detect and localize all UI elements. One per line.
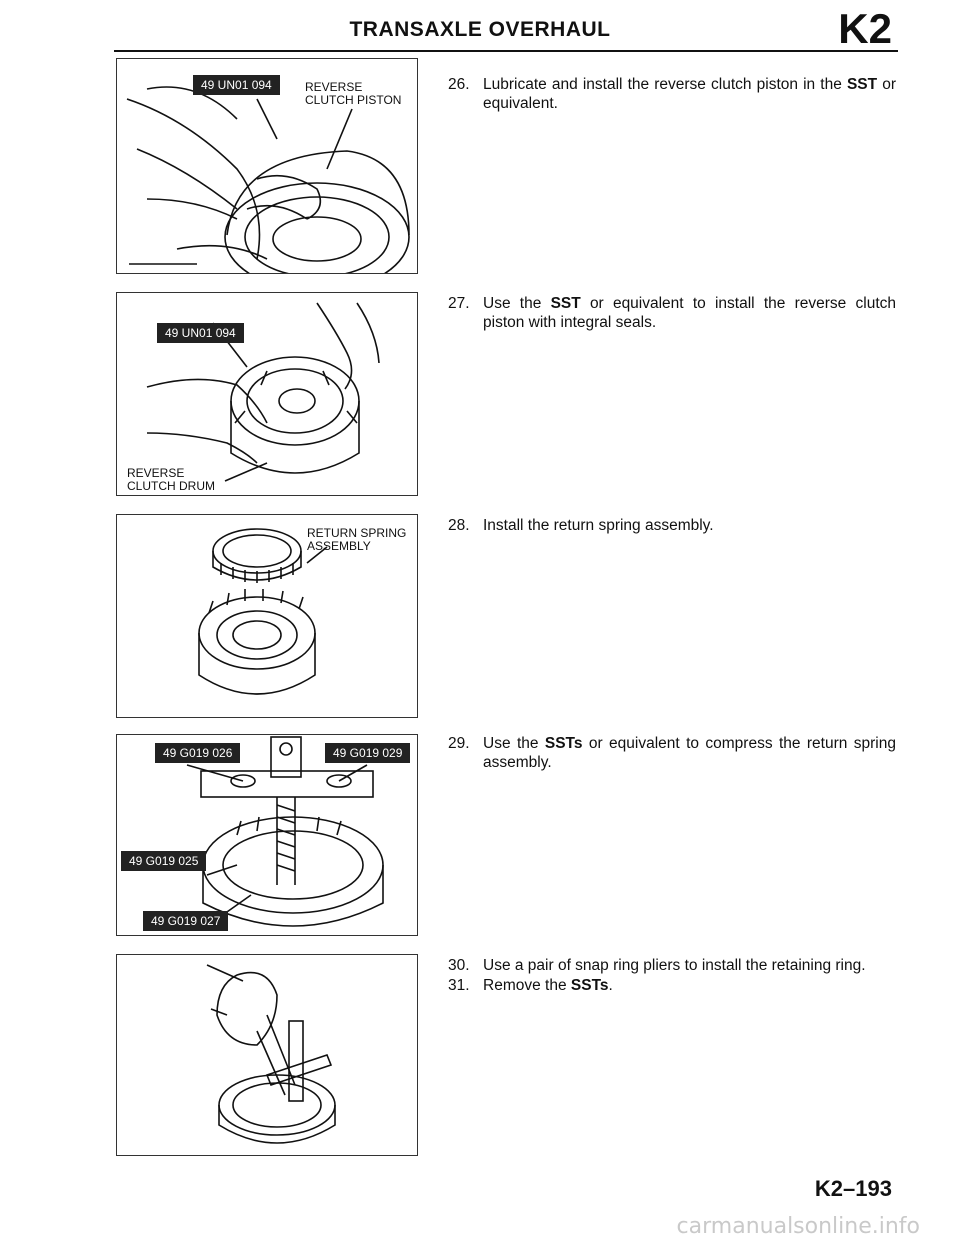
step-text-emphasis: SST [550,295,581,312]
figure-return-spring-assembly [116,514,418,718]
figure-compress-spring [116,734,418,936]
tool-tag: 49 G019 025 [121,851,206,871]
callout-label: RETURN SPRING ASSEMBLY [307,526,407,553]
step-text-segment: or equivalent to install the reverse clutch piston with integral seals. [483,295,896,331]
step-text-segment: Lubricate and install the reverse clutch piston in the [483,76,847,93]
figure-reverse-clutch-piston [116,58,418,274]
step-number: 29. [448,735,470,752]
step-text [483,516,896,535]
step-number: 27. [448,295,470,312]
callout-label: REVERSE CLUTCH PISTON [305,80,402,107]
header-rule [114,50,898,52]
step-text-emphasis: SSTs [544,735,583,752]
page-number: K2–193 [814,1176,892,1201]
figure-reverse-clutch-drum [116,292,418,496]
step-text-emphasis: SST [846,76,878,93]
step-text-emphasis: SSTs [570,977,609,994]
step-text-segment: or equivalent. [483,76,896,112]
figure-snap-ring-pliers [116,954,418,1156]
step-text [483,976,896,995]
tool-tag: 49 UN01 094 [157,323,244,343]
tool-tag: 49 G019 027 [143,911,228,931]
step-text [483,734,896,772]
step-text-segment: or equivalent to compress the return spring assembly. [483,735,896,771]
tool-tag: 49 UN01 094 [193,75,280,95]
tool-tag: 49 G019 026 [155,743,240,763]
step-text-segment: Use the [483,295,551,312]
watermark: carmanualsonline.info [676,1214,920,1239]
step-number: 28. [448,517,470,534]
step-text-segment: Use a pair of snap ring pliers to install the retaining ring. [483,957,866,974]
illustration-snap-ring [117,955,417,1155]
step-text [483,956,896,975]
procedure-step [448,956,896,975]
page-title: TRANSAXLE OVERHAUL [349,18,611,41]
procedure-step [448,75,896,113]
section-code: K2 [838,5,892,52]
step-number: 31. [448,977,470,994]
procedure-step [448,734,896,772]
tool-tag: 49 G019 029 [325,743,410,763]
procedure-step [448,294,896,332]
step-number: 30. [448,957,470,974]
step-text-segment: . [608,977,613,994]
step-text-segment: Use the [483,735,545,752]
step-text [483,75,896,113]
procedure-step [448,516,896,535]
step-text-segment: Install the return spring assembly. [483,517,714,534]
illustration-spring-compressor [117,735,417,935]
callout-label: REVERSE CLUTCH DRUM [127,466,215,493]
step-text-segment: Remove the [483,977,571,994]
step-number: 26. [448,76,470,93]
step-text [483,294,896,332]
procedure-step [448,976,896,995]
